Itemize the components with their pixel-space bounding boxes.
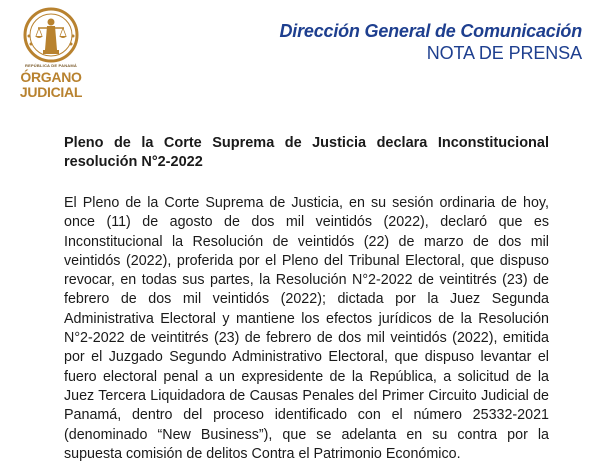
article-body: El Pleno de la Corte Suprema de Justicia, en su sesión ordinaria de hoy, once (11) de agosto de dos mil veintidós (2022), declaró que es Inconstitucional la Resolución de veintidós (22) de marzo de dos mil veintidós (2022), proferida por el Pleno del Tribunal Electoral, que dispuso revocar, en todas sus partes, la Resolución N°2-2022 de veintitrés (23) de febrero de dos mil veintidós (2022); dictada por la Juez Segunda Administrativa Electoral y mantiene los efectos jurídicos de la Resolución N°2-2022 de veintitrés (23) de febrero de dos mil veintidós (2022), emitida por el Juzgado Segundo Administrativo Electoral, que dispuso levantar el fuero electoral penal a un expresidente de la República, a solicitud de la Juez Tercera Liquidadora de Causas Penales del Primer Circuito Judicial de Panamá, dentro del proceso identificado con el número 25332-2021 (denominado “New Business”), que se adelanta en su contra por la supuesta comisión de delitos Contra el Patrimonio Económico. bbox=[64, 195, 549, 462]
article-headline: Pleno de la Corte Suprema de Justicia declara Inconstitucional resolución N°2-2022 bbox=[64, 135, 549, 170]
logo-country-text: REPÚBLICA DE PANAMÁ bbox=[24, 63, 78, 68]
press-release-label: NOTA DE PRENSA bbox=[426, 43, 582, 63]
logo-judicial-text: JUDICIAL bbox=[19, 84, 83, 100]
organo-judicial-logo bbox=[14, 6, 88, 102]
logo-organo-text: ÓRGANO bbox=[20, 69, 82, 85]
justice-emblem-icon bbox=[14, 6, 88, 64]
press-header bbox=[280, 20, 583, 64]
department-title: Dirección General de Comunicación bbox=[279, 21, 582, 41]
